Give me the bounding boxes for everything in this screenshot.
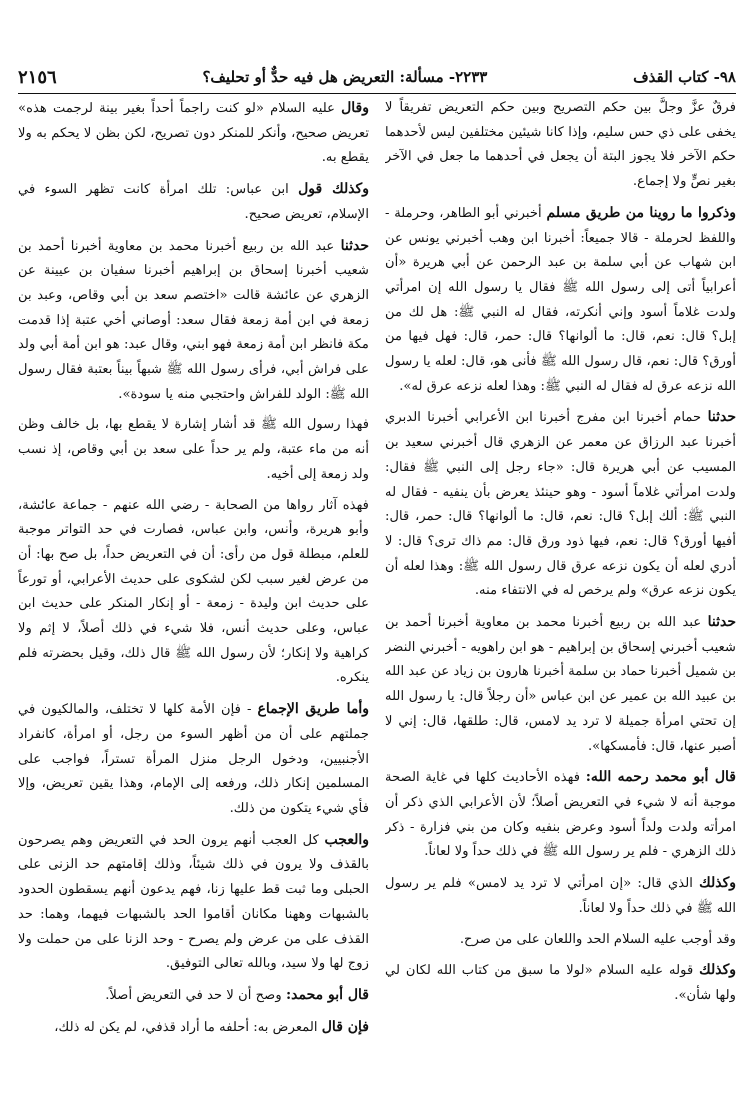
paragraph-lead: قال أبو محمد: [285, 986, 369, 1003]
paragraph [385, 96, 736, 195]
paragraph-text: قوله عليه السلام «لولا ما سبق من كتاب الله لكان لي ولها شأن». [385, 963, 736, 1003]
paragraph [18, 494, 369, 692]
paragraph-text: عليه السلام «لو كنت راجماً أحداً بغير بينة لرجمت هذه» تعريض صحيح، وأنكر للمنكر دون تصريح، لكن بظن لا يحكم به ولا يقطع به. [18, 101, 369, 166]
paragraph [18, 697, 369, 822]
paragraph-text: - فإن الأمة كلها لا تختلف، والمالكيون في جملتهم على أن من أظهر السوء من رجل، أو امرأة، كانفراد الأجنبيين، ودخول الرجل منزل المرأة تستراً، فواجب على المسلمين إنكار ذلك، ورفعه إلى الإمام، وهذا يقين تعريض، وإلا فأي شيء يتكون من ذلك. [18, 702, 369, 816]
paragraph [18, 234, 369, 408]
paragraph-text: عبد الله بن ربيع أخبرنا محمد بن معاوية أخبرنا أحمد بن شعيب أخبرني إسحاق بن إبراهيم - هو ابن راهويه - أخبرني النضر بن شميل أخبرنا حماد بن سلمة أخبرنا هارون بن زياد عن عبد الله بن عبيد الله بن عمير عن ابن عباس «أن رجلاً قال: يا رسول الله إن تحتي امرأة جميلة لا ترد يد لامس، قال: طلقها، قال: إني لا أصبر عنها، قال: فأمسكها». [385, 615, 736, 754]
paragraph-lead: والعجب [324, 831, 369, 848]
paragraph-lead: حدثنا [707, 614, 736, 631]
text-columns [18, 96, 736, 1103]
paragraph-text: الذي قال: «إن امرأتي لا ترد يد لامس» فلم ير رسول الله ﷺ في ذلك حداً ولا لعاناً. [385, 876, 736, 916]
paragraph [385, 201, 736, 400]
page-number: ٢١٥٦ [18, 66, 57, 88]
paragraph [385, 405, 736, 604]
paragraph [18, 828, 369, 977]
paragraph-lead: وكذلك [699, 962, 736, 979]
paragraph [385, 928, 736, 953]
paragraph [18, 96, 369, 171]
right-column [385, 96, 736, 1103]
paragraph-text: فهذا رسول الله ﷺ قد أشار إشارة لا يقطع بها، بل خالف وظن أنه من ماء عتبة، ولم ير حداً على سعد بن أبي وقاص، إذ نسب ولد زمعة إلى أخيه. [18, 417, 369, 482]
paragraph-lead: فإن قال [321, 1018, 369, 1035]
paragraph [385, 610, 736, 759]
paragraph [18, 413, 369, 487]
paragraph [385, 958, 736, 1008]
paragraph-text: حمام أخبرنا ابن مفرج أخبرنا ابن الأعرابي أخبرنا الدبري أخبرنا عبد الرزاق عن معمر عن الزهري قال أخبرني سعيد بن المسيب عن أبي هريرة قال: «جاء رجل إلى النبي ﷺ فقال: ولدت امرأتي غلاماً أسود - وهو حينئذ يعرض بأن ينفيه - فقال له النبي ﷺ: ألك إبل؟ قال: نعم، قال: ما ألوانها؟ قال: حمر، قال: أفيها أورق؟ قال: نعم، فيها ذود ورق قال: مم ذاك ترى؟ قال: لا أدري لعله أن يكون نزعه عرق قال رسول الله ﷺ: وهذا لعله أن يكون نزعه عرق» ولم يرخص له في الانتفاء منه. [385, 410, 736, 599]
paragraph [18, 177, 369, 227]
paragraph-text: أخبرني أبو الطاهر، وحرملة - واللفظ لحرملة - قالا جميعاً: أخبرنا ابن وهب أخبرني يونس عن ابن شهاب عن أبي سلمة بن عبد الرحمن عن أبي هريرة «أن أعرابياً أتى إلى رسول الله ﷺ فقال يا رسول الله إن امرأتي ولدت غلاماً أسود وإني أنكرته، فقال له النبي ﷺ: هل لك من إبل؟ قال: نعم، قال: ما ألوانها؟ قال: حمر، قال: فهل فيها من أورق؟ قال: نعم، قال رسول الله ﷺ فأنى هو، قال: لعله يا رسول الله نزعه عرق له فقال له النبي ﷺ: وهذا لعله نزعه عرق له». [385, 205, 736, 394]
paragraph-text: وقد أوجب عليه السلام الحد واللعان على من صرح. [459, 931, 736, 947]
paragraph-lead: وكذلك [699, 875, 736, 892]
paragraph-text: المعرض به: أحلفه ما أراد قذفي، لم يكن له ذلك، [54, 1019, 318, 1035]
paragraph-text: فهذه الأحاديث كلها في غاية الصحة موجبة أنه لا شيء في التعريض أصلاً؛ لأن الأعرابي الذي ذكر أن امرأته ولدت ولداً أسود وعرض بنفيه وكان من بني فزارة - ذكر ذلك الزهري - فلم ير رسول الله ﷺ في ذلك حداً ولا لعاناً. [385, 770, 736, 860]
paragraph-lead: حدثنا [707, 409, 736, 426]
issue-title: ٢٢٣٣- مسألة: التعريض هل فيه حدٌّ أو تحليف؟ [202, 68, 488, 86]
paragraph-text: ابن عباس: تلك امرأة كانت تظهر السوء في الإسلام، تعريض صحيح. [18, 182, 369, 222]
paragraph [18, 983, 369, 1009]
paragraph-text: كل العجب أنهم يرون الحد في التعريض وهم يصرحون بالقذف ولا يرون في ذلك شيئاً، وذلك إقامتهم حد الزنى على الحبلى وما ثبت قط عليها زنا، فهم يدعون أنهم يسقطون الحدود بالشبهات وههنا مكانان أقاموا الحد بالشبهات فيهما، وهما: حد القذف على من عرض ولم يصرح - وحد الزنا على من حملت ولا زوج لها ولا سيد، وبالله تعالى التوفيق. [18, 832, 369, 972]
paragraph-text: فهذه آثار رواها من الصحابة - رضي الله عنهم - جماعة عائشة، وأبو هريرة، وأنس، وابن عباس، فصارت في حد التواتر موجبة للعلم، مبطلة قول من رأى: أن في التعريض حداً، بل صح بها: أن من عرض لغير سبب لكن لشكوى على حديث الأعرابي، أو تورعاً على حديث ابن وليدة - زمعة - أو إنكار المنكر على حديث ابن عباس، وعلى حديث أنس، فلا شيء في ذلك أصلاً، لا إثم ولا كراهية ولا إنكار؛ لأن رسول الله ﷺ قال ذلك، وقيل بحضرته فلم ينكره. [18, 497, 369, 686]
paragraph-text: عبد الله بن ربيع أخبرنا محمد بن معاوية أخبرنا أحمد بن شعيب أخبرنا إسحاق بن إبراهيم أخبرنا سفيان بن عيينة عن الزهري عن عائشة قالت «اختصم سعد بن أبي وقاص، وعبد بن زمعة في ابن أمة زمعة فقال سعد: أوصاني أخي عتبة إذا قدمت مكة فانظر ابن أمة زمعة فهو ابني، وقال عبد: هو ابن أمة أبي ولد على فراش أبي، فرأى رسول الله ﷺ شبهاً بيناً بعتبة فقال رسول الله ﷺ: الولد للفراش واحتجبي منه يا سودة». [18, 238, 369, 402]
header-rule [18, 93, 736, 94]
paragraph-lead: وذكروا ما روينا من طريق مسلم [546, 204, 736, 221]
paragraph-lead: حدثنا [340, 237, 369, 254]
paragraph-lead: وكذلك قول [298, 181, 369, 198]
paragraph-text: فرقٌ عزَّ وجلَّ بين حكم التصريح وبين حكم التعريض تفريقاً لا يخفى على ذي حس سليم، وإذا كانا شيئين مختلفين ليس لأحدهما حكم الآخر فلا يجوز البتة أن يجعل في أحدهما ما جعل في الآخر بغير نصٍّ ولا إجماع. [385, 100, 736, 190]
paragraph [385, 765, 736, 865]
paragraph [18, 1015, 369, 1041]
chapter-title: ٩٨- كتاب القذف [633, 68, 736, 86]
paragraph-lead: وقال [341, 100, 369, 116]
paragraph-lead: وأما طريق الإجماع [257, 701, 369, 718]
page-header [18, 62, 736, 92]
paragraph-text: وصح أن لا حد في التعريض أصلاً. [105, 987, 282, 1003]
left-column [18, 96, 369, 1103]
paragraph [385, 871, 736, 921]
paragraph-lead: قال أبو محمد رحمه الله: [585, 769, 736, 786]
